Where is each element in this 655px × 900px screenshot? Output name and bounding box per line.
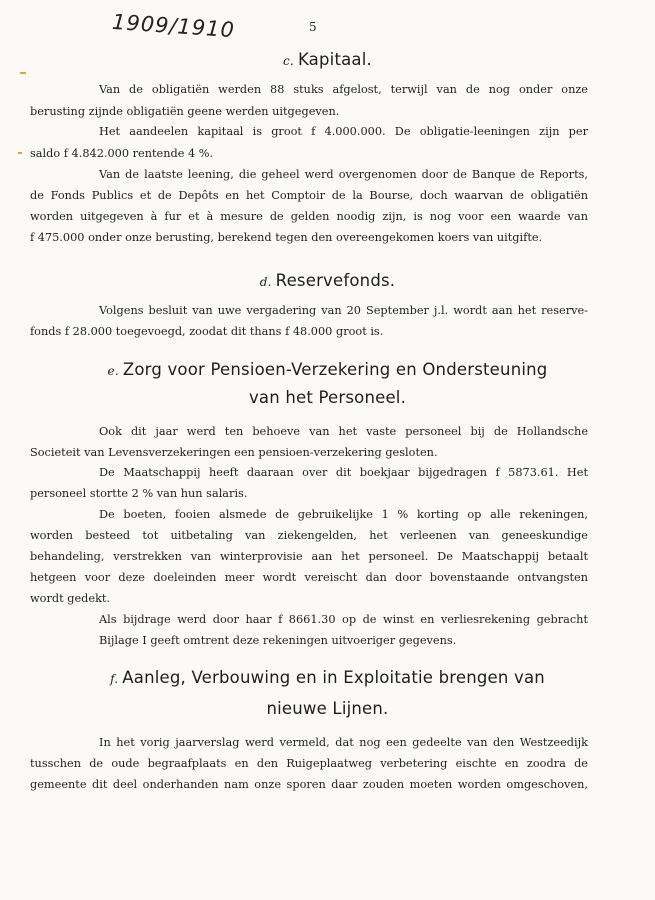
paragraph-line: berusting zijnde obligatiën geene werden uitgegeven. — [30, 105, 340, 118]
paragraph-line: fonds f 28.000 toegevoegd, zoodat dit thans f 48.000 groot is. — [30, 325, 384, 338]
paragraph-line: Societeit van Levensverzekeringen een pensioen-verzekering gesloten. — [30, 446, 438, 459]
paragraph-line: f 475.000 onder onze berusting, berekend tegen den overeengekomen koers van uitgifte. — [30, 231, 543, 244]
paragraph-line: worden uitgegeven à fur et à mesure de gelden noodig zijn, is nog voor een waarde van — [30, 210, 588, 223]
paragraph-line: gemeente dit deel onderhanden nam onze sporen daar zouden moeten worden omgeschoven, — [30, 778, 588, 791]
page-number: 5 — [309, 20, 317, 34]
paragraph-line: Bijlage I geeft omtrent deze rekeningen uitvoeriger gegevens. — [99, 634, 457, 647]
paragraph-line: Van de obligatiën werden 88 stuks afgelost, terwijl van de nog onder onze — [99, 83, 588, 96]
section-heading-aanleg-line2: nieuwe Lijnen. — [266, 699, 389, 718]
section-heading-reservefonds: d. Reservefonds. — [259, 271, 396, 290]
margin-mark — [20, 72, 26, 74]
paragraph-line: Als bijdrage werd door haar f 8661.30 op de winst en verliesrekening gebracht — [99, 613, 588, 626]
section-heading-kapitaal: c. Kapitaal. — [283, 50, 372, 69]
handwritten-year-note: 1909/1910 — [111, 9, 236, 43]
paragraph-line: In het vorig jaarverslag werd vermeld, dat nog een gedeelte van den Westzeedijk — [99, 736, 588, 749]
paragraph-line: Volgens besluit van uwe vergadering van 20 September j.l. wordt aan het reserve- — [99, 304, 588, 317]
section-heading-pensioen: e. Zorg voor Pensioen-Verzekering en Ondersteuning — [107, 360, 548, 379]
paragraph-line: Het aandeelen kapitaal is groot f 4.000.000. De obligatie-leeningen zijn per — [99, 125, 588, 138]
margin-mark — [18, 152, 22, 154]
paragraph-line: Van de laatste leening, die geheel werd overgenomen door de Banque de Reports, — [99, 168, 588, 181]
paragraph-line: De boeten, fooien alsmede de gebruikelijke 1 % korting op alle rekeningen, — [99, 508, 588, 521]
paragraph-line: wordt gedekt. — [30, 592, 111, 605]
paragraph-line: worden besteed tot uitbetaling van ziekengelden, het verleenen van geneeskundige — [30, 529, 588, 542]
paragraph-line: de Fonds Publics et de Depôts en het Comptoir de la Bourse, doch waarvan de obligatiën — [30, 189, 588, 202]
paragraph-line: hetgeen voor deze doeleinden meer wordt vereischt dan door bovenstaande ontvangsten — [30, 571, 588, 584]
paragraph-line: personeel stortte 2 % van hun salaris. — [30, 487, 248, 500]
section-heading-aanleg: f. Aanleg, Verbouwing en in Exploitatie brengen van — [110, 668, 545, 687]
paragraph-line: saldo f 4.842.000 rentende 4 %. — [30, 147, 214, 160]
paragraph-line: Ook dit jaar werd ten behoeve van het vaste personeel bij de Hollandsche — [99, 425, 588, 438]
paragraph-line: De Maatschappij heeft daaraan over dit boekjaar bijgedragen f 5873.61. Het — [99, 466, 588, 479]
paragraph-line: behandeling, verstrekken van winterprovisie aan het personeel. De Maatschappij betaalt — [30, 550, 588, 563]
paragraph-line: tusschen de oude begraafplaats en den Ruigeplaatweg verbetering eischte en zoodra de — [30, 757, 588, 770]
section-heading-pensioen-line2: van het Personeel. — [248, 388, 407, 407]
